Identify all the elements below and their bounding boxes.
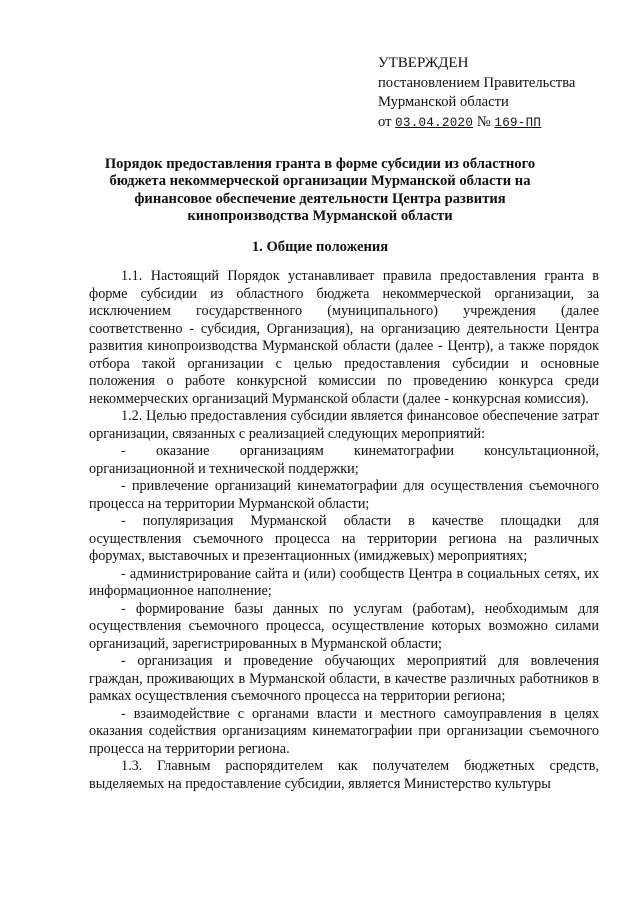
list-item: - организация и проведение обучающих мероприятий для вовлечения граждан, проживающих в Мурманской области, в качестве различных работников в рамках осуществления съемочного процесса на территории региона;	[89, 653, 599, 704]
list-item: - оказание организациям кинематографии консультационной, организационной и технической поддержки;	[89, 443, 599, 477]
paragraph-1-3: 1.3. Главным распорядителем как получателем бюджетных средств, выделяемых на предоставление субсидии, является Министерство культуры	[89, 758, 599, 792]
approval-block	[378, 54, 618, 133]
document-title: Порядок предоставления гранта в форме субсидии из областного бюджета некоммерческой организации Мурманской области на финансовое обеспечение деятельности Центра развития кинопроизводства Мурманской области	[104, 156, 536, 225]
paragraph-1-1: 1.1. Настоящий Порядок устанавливает правила предоставления гранта в форме субсидии из областного бюджета некоммерческой организации, за исключением государственного (муниципального) учреждения (далее соответственно - субсидия, Организация), на организацию деятельности Центра развития кинопроизводства Мурманской области (далее - Центр), а также порядок отбора такой организации с целью предоставления субсидии и основные положения о работе конкурсной комиссии по проведению конкурса среди некоммерческих организаций Мурманской области (далее - конкурсная комиссия).	[89, 268, 599, 407]
list-item: - администрирование сайта и (или) сообществ Центра в социальных сетях, их информационное наполнение;	[89, 565, 599, 599]
number-sign: №	[476, 113, 491, 130]
document-body	[89, 268, 599, 793]
list-item: - формирование базы данных по услугам (работам), необходимым для осуществления съемочного процесса, осуществление которых возможно силами организаций, зарегистрированных в Мурманской области;	[89, 600, 599, 652]
approval-number: 169-ПП	[494, 115, 542, 130]
approval-date: 03.04.2020	[395, 115, 474, 130]
date-prefix: от	[378, 113, 392, 130]
paragraph-1-2: 1.2. Целью предоставления субсидии является финансовое обеспечение затрат организации, связанных с реализацией следующих мероприятий:	[89, 408, 599, 442]
list-item: - привлечение организаций кинематографии для осуществления съемочного процесса на территории Мурманской области;	[89, 478, 599, 512]
section-heading: 1. Общие положения	[251, 239, 389, 255]
approval-date-line	[378, 113, 618, 134]
list-item: - популяризация Мурманской области в качестве площадки для осуществления съемочного процесса на территории региона на различных форумах, выставочных и презентационных (имиджевых) мероприятиях;	[89, 513, 599, 564]
approval-heading: УТВЕРЖДЕН	[378, 55, 469, 71]
list-item: - взаимодействие с органами власти и местного самоуправления в целях оказания содействия организациям кинематографии при организации съемочного процесса на территории региона.	[89, 705, 599, 757]
approval-line-1: постановлением Правительства	[378, 74, 576, 91]
approval-line-2: Мурманской области	[378, 94, 509, 111]
